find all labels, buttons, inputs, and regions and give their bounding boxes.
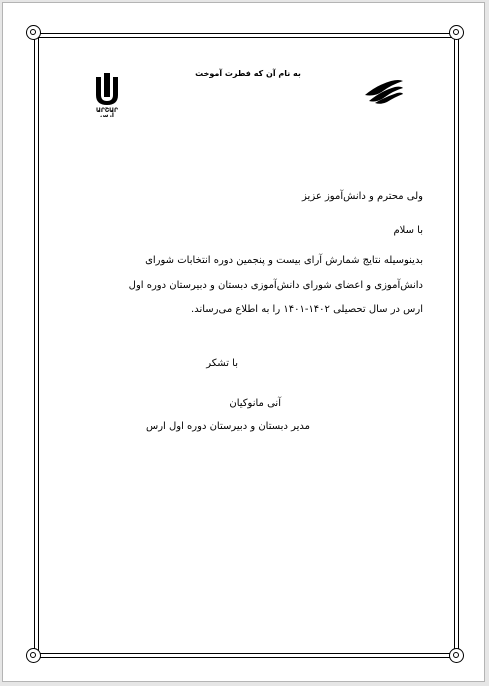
- letter-body-line: ارس در سال تحصیلی ۱۴۰۲-۱۴۰۱ را به اطلاع می‌رساند.: [191, 304, 423, 315]
- motto: به نام آن که فطرت آموخت: [195, 69, 301, 78]
- corner-ornament-top-left: [26, 25, 41, 40]
- letter-heading: ولی محترم و دانش‌آموز عزیز: [302, 191, 423, 202]
- letter-closing: با تشکر: [206, 358, 238, 369]
- corner-ornament-bottom-right: [449, 648, 464, 663]
- letter-salutation: با سلام: [393, 225, 423, 236]
- corner-ornament-bottom-left: [26, 648, 41, 663]
- page-border-inner: [38, 37, 455, 654]
- letter-body-line: بدینوسیله نتایج شمارش آرای بیست و پنجمین دوره انتخابات شورای: [145, 255, 423, 266]
- school-logo: [89, 73, 125, 117]
- ministry-emblem-icon: [361, 77, 407, 105]
- corner-ornament-top-right: [449, 25, 464, 40]
- document-page: [2, 2, 485, 682]
- school-logo-caption-top: ԱՐՇԱՐ: [96, 107, 118, 114]
- signatory-name: آنی مانوکیان: [229, 398, 281, 409]
- letter-body-line: دانش‌آموزی و اعضای شورای دانش‌آموزی دبستان و دبیرستان دوره اول: [128, 280, 423, 291]
- signatory-title: مدیر دبستان و دبیرستان دوره اول ارس: [146, 421, 310, 432]
- school-logo-caption-bottom: ارس: [100, 112, 114, 117]
